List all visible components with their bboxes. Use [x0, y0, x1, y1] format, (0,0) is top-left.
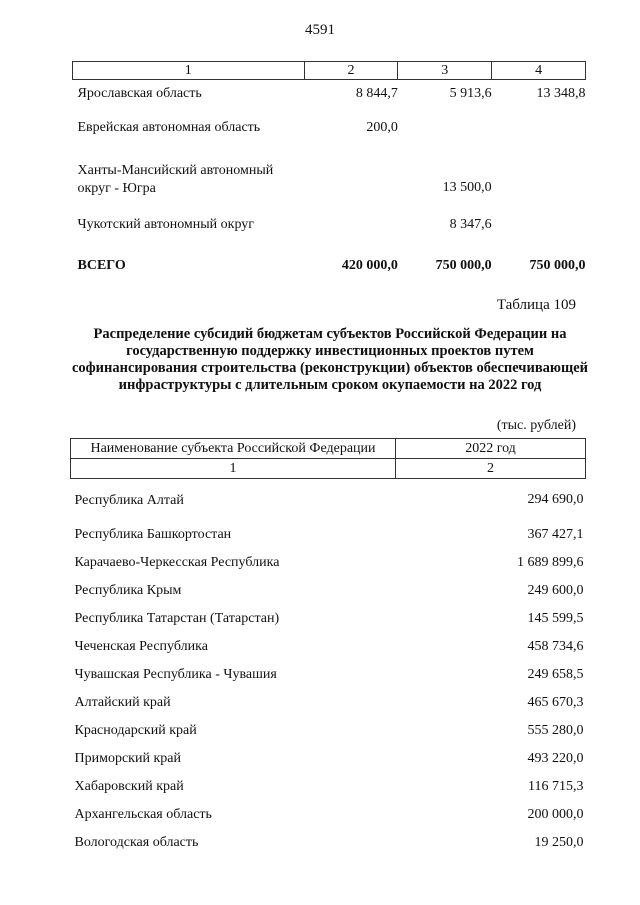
value-cell: 13 348,8	[536, 86, 586, 101]
col-header-3: 3	[398, 62, 492, 80]
region-name: Республика Алтай	[74, 493, 184, 508]
table-row	[71, 549, 586, 577]
table-row	[71, 689, 586, 717]
total-row	[73, 236, 586, 274]
region-name: Приморский край	[74, 751, 181, 766]
total-value: 750 000,0	[435, 257, 492, 273]
table-row	[71, 479, 586, 522]
region-name: Хабаровский край	[74, 779, 184, 794]
subsidy-value: 367 427,1	[527, 527, 584, 542]
continuation-header-row	[73, 62, 586, 80]
table-row	[71, 773, 586, 801]
total-value: 420 000,0	[341, 257, 398, 273]
subsidy-value: 200 000,0	[527, 807, 584, 822]
subsidy-value: 493 220,0	[527, 751, 584, 766]
region-name: Республика Крым	[74, 583, 182, 598]
region-name: Чеченская Республика	[74, 639, 208, 654]
subsidy-value: 465 670,3	[527, 695, 584, 710]
region-name: Ярославская область	[77, 86, 202, 101]
value-cell	[492, 116, 586, 146]
table-row	[71, 633, 586, 661]
header-row	[71, 439, 586, 459]
subsidy-value: 458 734,6	[527, 639, 584, 654]
col-number-2: 2	[396, 459, 586, 479]
value-cell: 5 913,6	[449, 86, 492, 101]
col-header-region: Наименование субъекта Российской Федерации	[71, 439, 396, 459]
region-name: Ханты-Мансийский автономный округ - Югра	[77, 162, 274, 196]
total-value: 750 000,0	[529, 257, 586, 273]
region-name: Вологодская область	[74, 835, 199, 850]
subsidy-table	[70, 438, 586, 857]
table-row	[73, 80, 586, 116]
col-header-4: 4	[492, 62, 586, 80]
value-cell: 200,0	[366, 119, 398, 135]
col-number-1: 1	[71, 459, 396, 479]
value-cell: 13 500,0	[442, 179, 492, 195]
total-label: ВСЕГО	[77, 257, 126, 273]
region-name: Архангельская область	[74, 807, 212, 822]
region-name: Карачаево-Черкесская Республика	[74, 555, 280, 570]
region-name: Чувашская Республика - Чувашия	[74, 667, 277, 682]
table-row	[71, 577, 586, 605]
table-row	[71, 521, 586, 549]
subsidy-value: 19 250,0	[534, 835, 584, 850]
value-cell	[304, 146, 398, 198]
subsidy-value: 249 600,0	[527, 583, 584, 598]
table-row	[71, 801, 586, 829]
region-name: Еврейская автономная область	[77, 119, 261, 135]
subsidy-table-body	[71, 479, 586, 858]
region-name: Республика Башкортостан	[74, 527, 232, 542]
col-header-year: 2022 год	[396, 439, 586, 459]
units-label: (тыс. рублей)	[496, 418, 576, 433]
region-name: Алтайский край	[74, 695, 171, 710]
table-row	[73, 116, 586, 146]
page-number: 4591	[305, 22, 335, 38]
subsidy-value: 145 599,5	[527, 611, 584, 626]
value-cell	[492, 146, 586, 198]
value-cell	[398, 116, 492, 146]
continuation-table	[72, 61, 586, 274]
table-row	[73, 146, 586, 198]
region-name: Краснодарский край	[74, 723, 197, 738]
subsidy-value: 1 689 899,6	[517, 555, 584, 570]
subsidy-value: 555 280,0	[527, 723, 584, 738]
value-cell	[304, 198, 398, 236]
table-row	[71, 661, 586, 689]
col-header-2: 2	[304, 62, 398, 80]
region-name: Чукотский автономный округ	[77, 216, 255, 232]
table-row	[71, 829, 586, 857]
table-row	[71, 745, 586, 773]
table-row	[73, 198, 586, 236]
region-name: Республика Татарстан (Татарстан)	[74, 611, 280, 626]
subsidy-value: 249 658,5	[527, 667, 584, 682]
table-title: Распределение субсидий бюджетам субъектов Российской Федерации на государственную поддержку инвестиционных проектов путем софинансирования строительства (реконструкции) объектов обеспечивающей инфраструктуры с длительным сроком окупаемости на 2022 год	[71, 326, 589, 393]
subsidy-value: 294 690,0	[527, 492, 584, 507]
table-row	[71, 605, 586, 633]
table-label: Таблица 109	[496, 297, 576, 313]
subheader-row	[71, 459, 586, 479]
col-header-1: 1	[73, 62, 305, 80]
subsidy-value: 116 715,3	[528, 779, 584, 794]
value-cell: 8 844,7	[355, 86, 398, 101]
table-row	[71, 717, 586, 745]
value-cell	[492, 198, 586, 236]
value-cell: 8 347,6	[449, 216, 492, 232]
